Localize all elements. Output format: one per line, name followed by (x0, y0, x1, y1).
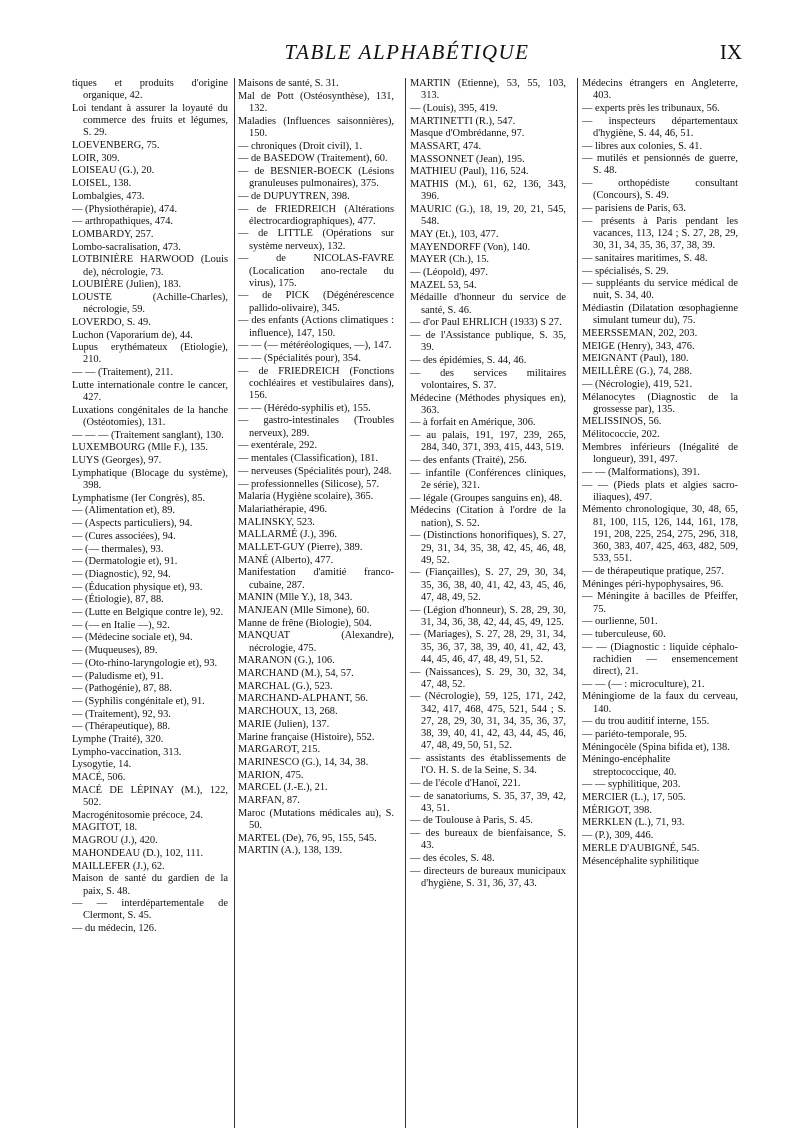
index-entry: — ourlienne, 501. (582, 616, 658, 628)
index-entry: — (Naissances), S. 29, 30, 32, 34, 47, 48, 52. (410, 666, 566, 690)
index-entry: Méningo-encéphalite streptococcique, 40. (582, 754, 677, 778)
index-entry: MEIGNANT (Paul), 180. (582, 353, 689, 365)
index-entry: MAY (Et.), 103, 477. (410, 228, 499, 240)
index-entry: — d'or Paul EHRLICH (1933) S 27. (410, 317, 562, 329)
index-entry: Luchon (Vaporarium de), 44. (72, 329, 193, 341)
index-entry: — des services militaires volontaires, S. 37. (410, 367, 566, 391)
index-entry: MARCEL (J.-E.), 21. (238, 782, 328, 794)
index-entry: — — (Pieds plats et algies sacro-iliaques), 497. (582, 479, 738, 503)
index-entry: MERKLEN (L.), 71, 93. (582, 817, 685, 829)
index-entry: — (Nécrologie), 419, 521. (582, 378, 693, 390)
index-entry: — des enfants (Traité), 256. (410, 455, 527, 467)
index-entry: Médecins (Citation à l'ordre de la nation), S. 52. (410, 505, 566, 529)
index-entry: — de NICOLAS-FAVRE (Localication ano-rectale du virus), 175. (238, 253, 394, 289)
index-entry: — (— en Italie —), 92. (72, 619, 170, 631)
index-column-4 (582, 78, 738, 1138)
index-entry: LOVERDO, S. 49. (72, 316, 151, 328)
index-entry: — (Syphilis congénitale et), 91. (72, 695, 205, 707)
index-entry: — à forfait en Amérique, 306. (410, 417, 536, 429)
index-entry: MAILLEFER (J.), 62. (72, 860, 165, 872)
index-entry: — des enfants (Actions climatiques : influence), 147, 150. (238, 315, 394, 339)
index-entry: MAGROU (J.), 420. (72, 835, 158, 847)
index-entry: MALINSKY, 523. (238, 516, 315, 528)
index-entry: — Méningite à bacilles de Pfeiffer, 75. (582, 591, 738, 615)
index-entry: — chroniques (Droit civil), 1. (238, 140, 363, 152)
index-entry: — des écoles, S. 48. (410, 853, 495, 865)
index-entry: MARTIN (A.), 138, 139. (238, 845, 343, 857)
index-entry: Mélitococcie, 202. (582, 429, 660, 441)
index-entry: MÉRIGOT, 398. (582, 804, 652, 816)
index-entry: MALLARMÉ (J.), 396. (238, 529, 337, 541)
index-entry: MARTEL (De), 76, 95, 155, 545. (238, 832, 377, 844)
index-entry: — (Mariages), S. 27, 28, 29, 31, 34, 35, 36, 37, 38, 39, 40, 41, 42, 43, 44, 45, 46, 47, 48, 49, 51, 52. (410, 629, 566, 665)
index-entry: — (Étiologie), 87, 88. (72, 594, 164, 606)
index-entry: Membres inférieurs (Inégalité de longueur), 391, 497. (582, 441, 738, 466)
index-entry: Maladies (Influences saisonnières), 150. (238, 115, 394, 139)
index-entry: Maroc (Mutations médicales au), S. 50. (238, 807, 394, 831)
index-entry: — (Légion d'honneur), S. 28, 29, 30, 31, 34, 36, 38, 42, 44, 45, 49, 125. (410, 604, 566, 628)
index-entry: — (Cures associées), 94. (72, 530, 176, 542)
index-entry: MEILLÈRE (G.), 74, 288. (582, 366, 692, 378)
index-entry: — (Oto-rhino-laryngologie et), 93. (72, 657, 218, 669)
index-entry: Lysogytie, 14. (72, 759, 132, 771)
index-entry: MACÉ DE LÉPINAY (M.), 122, 502. (72, 784, 228, 809)
index-entry: — de Toulouse à Paris, S. 45. (410, 815, 533, 827)
index-entry: — professionnelles (Silicose), 57. (238, 478, 380, 490)
index-entry: MARCHAND (M.), 54, 57. (238, 668, 354, 680)
index-entry: — — (Traitement), 211. (72, 367, 174, 379)
index-entry: — (Éducation physique et), 93. (72, 581, 203, 593)
index-entry: Masque d'Ombrédanne, 97. (410, 128, 525, 140)
index-entry: — (Dermatologie et), 91. (72, 556, 178, 568)
index-entry: Méningiome de la faux du cerveau, 140. (582, 691, 738, 715)
index-entry: — exentérale, 292. (238, 440, 318, 452)
index-entry: MAGITOT, 18. (72, 822, 138, 834)
index-entry: Lupus erythémateux (Etiologie), 210. (72, 342, 228, 366)
index-entry: Malaria (Hygiène scolaire), 365. (238, 491, 374, 503)
index-entry: LOTBINIÈRE HARWOOD (Louis de), nécrologie, 73. (72, 254, 228, 278)
index-entry: — de l'Assistance publique, S. 35, 39. (410, 330, 566, 354)
index-entry: — spécialisés, S. 29. (582, 265, 669, 277)
index-entry: tiques et produits d'origine organique, 42. (72, 78, 228, 102)
column-rule (405, 78, 406, 1128)
index-entry: — infantile (Conférences cliniques, 2e série), 321. (410, 467, 566, 491)
index-entry: MARTINETTI (R.), 547. (410, 115, 516, 127)
index-entry: — (Louis), 395, 419. (410, 102, 498, 114)
index-entry: Lymphatique (Blocage du système), 398. (72, 467, 228, 491)
index-entry: — (Aspects particuliers), 94. (72, 518, 193, 530)
index-entry: — de BASEDOW (Traitement), 60. (238, 153, 388, 165)
index-entry: — libres aux colonies, S. 41. (582, 140, 703, 152)
index-entry: — de FRIEDREICH (Altérations électrocardiographiques), 477. (238, 203, 394, 227)
index-entry: LOISEL, 138. (72, 178, 132, 190)
index-entry: LOMBARDY, 257. (72, 228, 154, 240)
index-entry: — orthopédiste consultant (Concours), S. 49. (582, 178, 738, 202)
index-entry: — — (— : microculture), 21. (582, 678, 705, 690)
index-entry: Lymphatisme (Ier Congrès), 85. (72, 492, 206, 504)
index-entry: — — syphilitique, 203. (582, 779, 681, 791)
index-entry: MAYER (Ch.), 15. (410, 254, 489, 266)
index-entry: — (Fiançailles), S. 27, 29, 30, 34, 35, 36, 38, 40, 41, 42, 43, 45, 46, 47, 48, 49, 52. (410, 567, 566, 603)
index-entry: LOUBIÈRE (Julien), 183. (72, 279, 182, 291)
index-entry: — nerveuses (Spécialités pour), 248. (238, 465, 392, 477)
index-entry: MARION, 475. (238, 769, 304, 781)
index-entry: LUYS (Georges), 97. (72, 455, 162, 467)
index-entry: — (Pathogénie), 87, 88. (72, 683, 172, 695)
index-entry: MATHIS (M.), 61, 62, 136, 343, 396. (410, 179, 566, 203)
index-entry: MARINESCO (G.), 14, 34, 38. (238, 756, 369, 768)
index-entry: Mésencéphalite syphilitique (582, 855, 699, 867)
index-entry: Manifestation d'amitié franco-cubaine, 287. (238, 567, 394, 591)
index-entry: — (P.), 309, 446. (582, 830, 654, 842)
index-column-1 (72, 78, 228, 1138)
index-entry: MARGAROT, 215. (238, 744, 321, 756)
index-entry: MANÉ (Alberto), 477. (238, 554, 334, 566)
index-entry: — gastro-intestinales (Troubles nerveux), 289. (238, 415, 394, 439)
index-entry: — tuberculeuse, 60. (582, 628, 666, 640)
index-entry: MARCHAL (G.), 523. (238, 680, 333, 692)
index-entry: — de LITTLE (Opérations sur système nerveux), 132. (238, 228, 394, 252)
index-entry: MARCHOUX, 13, 268. (238, 706, 338, 718)
index-entry: — de FRIEDREICH (Fonctions cochléaires et vestibulaires dans), 156. (238, 365, 394, 402)
index-entry: — pariéto-temporale, 95. (582, 729, 688, 741)
index-entry: MASSART, 474. (410, 141, 482, 153)
index-entry: MEERSSEMAN, 202, 203. (582, 328, 698, 340)
index-entry: MACÉ, 506. (72, 772, 126, 784)
index-entry: MAYENDORFF (Von), 140. (410, 241, 531, 253)
index-entry: — assistants des établissements de l'O. H. S. de la Seine, S. 34. (410, 752, 566, 777)
index-entry: — de l'école d'Hanoï, 221. (410, 777, 521, 789)
index-entry: — (Diagnostic), 92, 94. (72, 568, 171, 580)
index-entry: — de BESNIER-BOECK (Lésions granuleuses pulmonaires), 375. (238, 165, 394, 190)
index-entry: LUXEMBOURG (Mlle F.), 135. (72, 442, 208, 454)
index-entry: — présents à Paris pendant les vacances, 113, 124 ; S. 27, 28, 29, 30, 31, 34, 35, 36, 37, 38, 39. (582, 215, 738, 252)
page-title: TABLE ALPHABÉTIQUE (284, 40, 530, 64)
index-entry: — — (Malformations), 391. (582, 466, 701, 478)
index-entry: MANQUAT (Alexandre), nécrologie, 475. (238, 630, 394, 654)
index-entry: — — (Diagnostic : liquide céphalo-rachidien — ensemencement direct), 21. (582, 641, 738, 678)
index-entry: — arthropathiques, 474. (72, 216, 173, 228)
index-entry: — — interdépartementale de Clermont, S. 45. (72, 898, 228, 922)
index-entry: MANIN (Mlle Y.), 18, 343. (238, 592, 353, 604)
column-rule (234, 78, 235, 1128)
index-entry: — experts près les tribunaux, 56. (582, 102, 720, 114)
index-entry: LOIR, 309. (72, 152, 120, 164)
index-entry: — mutilés et pensionnés de guerre, S. 48. (582, 153, 738, 177)
index-entry: — (Traitement), 92, 93. (72, 708, 171, 720)
index-entry: — suppléants du service médical de nuit, S. 34, 40. (582, 278, 738, 302)
index-entry: MERLE D'AUBIGNÉ, 545. (582, 842, 700, 854)
index-entry: Luxations congénitales de la hanche (Ostéotomies), 131. (72, 404, 228, 428)
index-entry: MAHONDEAU (D.), 102, 111. (72, 847, 204, 859)
index-entry: — (Paludisme et), 91. (72, 670, 164, 682)
index-entry: — de PICK (Dégénérescence pallido-olivaire), 345. (238, 290, 394, 314)
index-entry: MARIE (Julien), 137. (238, 718, 330, 730)
index-entry: MARFAN, 87. (238, 795, 300, 807)
index-entry: — (Médecine sociale et), 94. (72, 632, 193, 644)
index-column-2 (238, 78, 394, 1138)
index-entry: MALLET-GUY (Pierre), 389. (238, 542, 363, 554)
column-rule (577, 78, 578, 1128)
index-entry: — (Alimentation et), 89. (72, 505, 176, 517)
index-entry: Médecins étrangers en Angleterre, 403. (582, 78, 738, 102)
index-entry: Médaille d'honneur du service de santé, S. 46. (410, 292, 566, 316)
index-columns (72, 78, 744, 1138)
index-entry: — (Muqueuses), 89. (72, 645, 158, 657)
index-entry: — directeurs de bureaux municipaux d'hygiène, S. 31, 36, 37, 43. (410, 865, 566, 889)
index-entry: — des épidémies, S. 44, 46. (410, 354, 527, 366)
index-entry: MASSONNET (Jean), 195. (410, 153, 525, 165)
index-entry: MARCHAND-ALPHANT, 56. (238, 693, 368, 705)
index-entry: — du médecin, 126. (72, 923, 157, 935)
index-entry: MELISSINOS, 56. (582, 416, 662, 428)
index-entry: — de DUPUYTREN, 398. (238, 190, 350, 202)
index-entry: — légale (Groupes sanguins en), 48. (410, 492, 563, 504)
index-entry: Mélanocytes (Diagnostic de la grossesse par), 135. (582, 391, 738, 415)
index-entry: MATHIEU (Paul), 116, 524. (410, 166, 529, 178)
index-entry: Mal de Pott (Ostéosynthèse), 131, 132. (238, 90, 394, 114)
index-entry: LOUSTE (Achille-Charles), nécrologie, 59. (72, 291, 228, 316)
page-number: IX (719, 40, 742, 64)
index-entry: — (Thérapeutique), 88. (72, 721, 171, 733)
index-entry: — (Physiothérapie), 474. (72, 203, 178, 215)
index-entry: — du trou auditif interne, 155. (582, 716, 710, 728)
index-entry: — de thérapeutique pratique, 257. (582, 565, 724, 577)
index-entry: Maison de santé du gardien de la paix, S. 48. (72, 873, 228, 897)
index-entry: Lombo-sacralisation, 473. (72, 241, 181, 253)
index-entry: — — (— météréologiques, —), 147. (238, 340, 392, 352)
index-entry: MAZEL 53, 54. (410, 279, 477, 291)
index-entry: — — — (Traitement sanglant), 130. (72, 429, 224, 441)
index-entry: — de sanatoriums, S. 35, 37, 39, 42, 43, 51. (410, 790, 566, 814)
index-entry: MEIGE (Henry), 343, 476. (582, 340, 695, 352)
index-entry: — des bureaux de bienfaisance, S. 43. (410, 828, 566, 852)
index-entry: LOEVENBERG, 75. (72, 140, 160, 152)
index-entry: — (Léopold), 497. (410, 267, 488, 279)
index-column-3 (410, 78, 566, 1138)
index-entry: Maisons de santé, S. 31. (238, 78, 339, 89)
index-entry: — mentales (Classification), 181. (238, 453, 378, 465)
index-entry: Macrogénitosomie précoce, 24. (72, 809, 203, 821)
index-entry: Méninges péri-hypophysaires, 96. (582, 578, 724, 590)
index-entry: — (Distinctions honorifiques), S. 27, 29, 31, 34, 35, 38, 42, 45, 46, 48, 49, 52. (410, 530, 566, 566)
index-entry: Lombalgies, 473. (72, 190, 145, 202)
index-entry: LOISEAU (G.), 20. (72, 165, 155, 177)
index-entry: — parisiens de Paris, 63. (582, 203, 686, 215)
index-entry: Médiastin (Dilatation œsophagienne simulant tumeur du), 75. (582, 303, 738, 327)
index-entry: MANJEAN (Mlle Simone), 60. (238, 605, 370, 617)
index-entry: Méningocèle (Spina bifida et), 138. (582, 741, 730, 753)
index-entry: Lymphe (Traité), 320. (72, 734, 164, 746)
index-entry: Mémento chronologique, 30, 48, 65, 81, 100, 115, 126, 144, 161, 178, 191, 208, 225, 254, 275, 296, 318, 360, 383, 407, 425, 463, 482, 509, 533, 551. (582, 504, 738, 565)
index-entry: Médecine (Méthodes physiques en), 363. (410, 392, 566, 416)
index-entry: Malariathérapie, 496. (238, 503, 328, 515)
index-entry: — (Nécrologie), 59, 125, 171, 242, 342, 417, 468, 475, 521, 544 ; S. 27, 28, 29, 30, 31, 34, 35, 36, 37, 38, 39, 40, 41, 42, 43, 44, 45, 46, 47, 48, 49, 50, 51, 52. (410, 691, 566, 752)
index-entry: Lutte internationale contre le cancer, 427. (72, 379, 228, 404)
index-entry: Lympho-vaccination, 313. (72, 746, 182, 758)
index-entry: MARANON (G.), 106. (238, 655, 335, 667)
index-entry: — inspecteurs départementaux d'hygiène, S. 44, 46, 51. (582, 115, 738, 139)
page-header (72, 38, 742, 72)
index-entry: — (— thermales), 93. (72, 543, 164, 555)
index-entry: — — (Hérédo-syphilis et), 155. (238, 402, 371, 414)
index-entry: MERCIER (L.), 17, 505. (582, 792, 686, 804)
index-entry: Manne de frêne (Biologie), 504. (238, 617, 372, 629)
index-entry: — (Lutte en Belgique contre le), 92. (72, 607, 224, 619)
index-entry: Loi tendant à assurer la loyauté du commerce des fruits et légumes, S. 29. (72, 102, 228, 139)
index-entry: — sanitaires maritimes, S. 48. (582, 252, 708, 264)
index-entry: MAURIC (G.), 18, 19, 20, 21, 545, 548. (410, 204, 566, 228)
index-entry: — au palais, 191, 197, 239, 265, 284, 340, 371, 393, 415, 443, 519. (410, 430, 566, 454)
index-entry: MARTIN (Etienne), 53, 55, 103, 313. (410, 78, 566, 102)
index-entry: — — (Spécialités pour), 354. (238, 352, 361, 364)
index-entry: Marine française (Histoire), 552. (238, 731, 375, 743)
